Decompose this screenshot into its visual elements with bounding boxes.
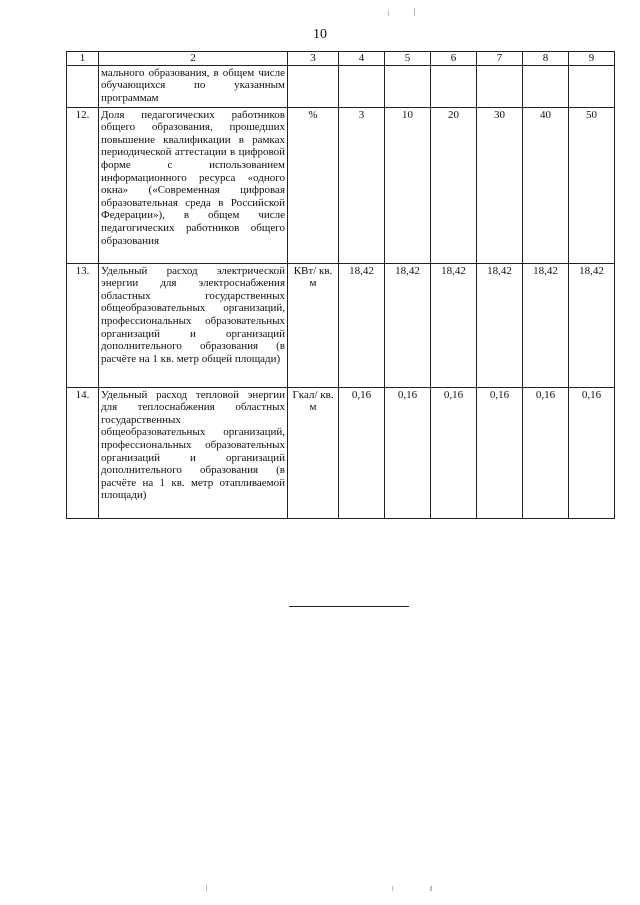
value-cell xyxy=(477,65,523,107)
indicator-name: Удельный расход тепловой энергии для теплоснабжения областных государственных общеобразовательных организаций, профессиональных образовательных организаций и организаций дополнительного образования (в расчёте на 1 кв. метр отапливаемой площади) xyxy=(99,387,288,518)
row-number xyxy=(67,65,99,107)
value-cell: 3 xyxy=(339,107,385,263)
row-number: 14. xyxy=(67,387,99,518)
scan-mark xyxy=(392,886,393,891)
value-cell: 0,16 xyxy=(477,387,523,518)
page-number: 10 xyxy=(313,27,327,42)
table-header-row xyxy=(67,52,615,66)
value-cell xyxy=(339,65,385,107)
value-cell: 0,16 xyxy=(339,387,385,518)
column-header: 5 xyxy=(385,52,431,66)
column-header: 1 xyxy=(67,52,99,66)
value-cell: 18,42 xyxy=(431,263,477,387)
value-cell: 18,42 xyxy=(569,263,615,387)
value-cell: 0,16 xyxy=(431,387,477,518)
value-cell: 40 xyxy=(523,107,569,263)
unit-cell: КВт/ кв. м xyxy=(288,263,339,387)
indicator-name: мального образования, в общем числе обучающихся по указанным программам xyxy=(99,65,288,107)
value-cell xyxy=(523,65,569,107)
row-number: 13. xyxy=(67,263,99,387)
scan-mark xyxy=(414,8,415,16)
value-cell xyxy=(431,65,477,107)
value-cell: 18,42 xyxy=(523,263,569,387)
table-row xyxy=(67,65,615,107)
unit-cell: % xyxy=(288,107,339,263)
scan-mark xyxy=(206,885,207,891)
value-cell: 18,42 xyxy=(385,263,431,387)
value-cell: 18,42 xyxy=(477,263,523,387)
scan-mark xyxy=(430,886,432,891)
value-cell xyxy=(569,65,615,107)
value-cell xyxy=(385,65,431,107)
indicator-name: Удельный расход электрической энергии для электроснабжения областных государственных общеобразовательных организаций, профессиональных образовательных организаций и организаций дополнительного образования (в расчёте на 1 кв. метр общей площади) xyxy=(99,263,288,387)
indicators-table xyxy=(66,51,615,519)
scan-mark xyxy=(388,10,389,16)
column-header: 7 xyxy=(477,52,523,66)
value-cell: 18,42 xyxy=(339,263,385,387)
row-number: 12. xyxy=(67,107,99,263)
table-row xyxy=(67,387,615,518)
value-cell: 0,16 xyxy=(569,387,615,518)
indicator-name: Доля педагогических работников общего образования, прошедших повышение квалификации в рамках периодической аттестации в цифровой форме с использованием информационного ресурса «одного окна» («Современная цифровая образовательная среда в Российской Федерации»), в общем числе педагогических работников общего образования xyxy=(99,107,288,263)
column-header: 3 xyxy=(288,52,339,66)
table-row xyxy=(67,107,615,263)
value-cell: 0,16 xyxy=(385,387,431,518)
value-cell: 50 xyxy=(569,107,615,263)
column-header: 9 xyxy=(569,52,615,66)
unit-cell: Гкал/ кв. м xyxy=(288,387,339,518)
value-cell: 20 xyxy=(431,107,477,263)
value-cell: 30 xyxy=(477,107,523,263)
value-cell: 0,16 xyxy=(523,387,569,518)
value-cell: 10 xyxy=(385,107,431,263)
column-header: 4 xyxy=(339,52,385,66)
closing-divider-line xyxy=(289,606,409,607)
column-header: 2 xyxy=(99,52,288,66)
table-row xyxy=(67,263,615,387)
column-header: 6 xyxy=(431,52,477,66)
unit-cell xyxy=(288,65,339,107)
column-header: 8 xyxy=(523,52,569,66)
